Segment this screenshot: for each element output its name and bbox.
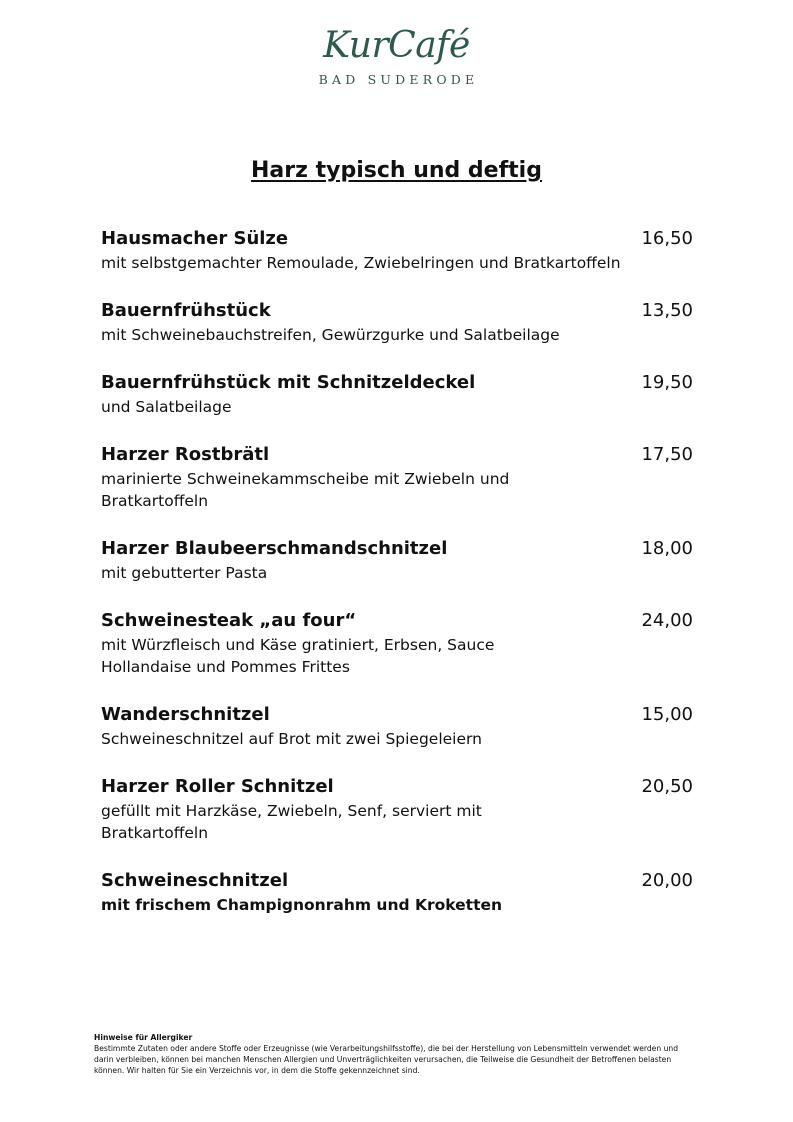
allergy-text: Bestimmte Zutaten oder andere Stoffe oder Erzeugnisse (wie Verarbeitungshilfsstoffe), die bei der Herstellung von Lebensmitteln verwendet werden und darin verbleiben, können bei manchen Menschen Allergien und Unverträglichkeiten verursachen, die Teilweise die Gesundheit der Betroffenen belasten können. Wir halten für Sie ein Verzeichnis vor, in dem die Stoffe gekennzeichnet sind.	[94, 1044, 679, 1075]
item-description: mit selbstgemachter Remoulade, Zwiebelringen und Bratkartoffeln	[101, 254, 621, 272]
item-description: mit Würzfleisch und Käse gratiniert, Erbsen, Sauce Hollandaise und Pommes Frittes	[101, 636, 495, 676]
menu-item	[101, 868, 693, 916]
item-name: Bauernfrühstück	[101, 300, 271, 321]
item-price: 16,50	[641, 228, 693, 249]
menu-item	[101, 608, 693, 678]
menu-list	[101, 226, 693, 940]
item-description: marinierte Schweinekammscheibe mit Zwiebeln und Bratkartoffeln	[101, 470, 510, 510]
item-name: Schweineschnitzel	[101, 870, 289, 891]
item-price: 17,50	[641, 444, 693, 465]
item-name: Schweinesteak „au four“	[101, 610, 357, 631]
item-price: 15,00	[641, 704, 693, 725]
menu-item	[101, 370, 693, 418]
logo-subtitle: BAD SUDERODE	[318, 72, 479, 87]
item-name: Hausmacher Sülze	[101, 228, 289, 249]
menu-item	[101, 702, 693, 750]
item-description: mit Schweinebauchstreifen, Gewürzgurke und Salatbeilage	[101, 326, 560, 344]
item-name: Wanderschnitzel	[101, 704, 270, 725]
item-price: 24,00	[641, 610, 693, 631]
item-name: Harzer Blaubeerschmandschnitzel	[101, 538, 448, 559]
allergy-note	[94, 1032, 694, 1076]
item-price: 19,50	[641, 372, 693, 393]
item-name: Harzer Roller Schnitzel	[101, 776, 334, 797]
item-description: Schweineschnitzel auf Brot mit zwei Spiegeleiern	[101, 730, 482, 748]
item-name: Bauernfrühstück mit Schnitzeldeckel	[101, 372, 476, 393]
item-description: mit frischem Champignonrahm und Kroketten	[101, 896, 503, 914]
item-name: Harzer Rostbrätl	[101, 444, 270, 465]
item-description: mit gebutterter Pasta	[101, 564, 268, 582]
item-price: 20,50	[641, 776, 693, 797]
item-price: 18,00	[641, 538, 693, 559]
page-title: Harz typisch und deftig	[251, 158, 542, 183]
menu-item	[101, 774, 693, 844]
menu-item	[101, 536, 693, 584]
allergy-title: Hinweise für Allergiker	[94, 1033, 193, 1042]
menu-item	[101, 298, 693, 346]
logo-script: KurCafé	[323, 25, 470, 66]
logo	[0, 22, 793, 87]
item-description: und Salatbeilage	[101, 398, 232, 416]
menu-item	[101, 226, 693, 274]
item-price: 13,50	[641, 300, 693, 321]
menu-item	[101, 442, 693, 512]
item-description: gefüllt mit Harzkäse, Zwiebeln, Senf, serviert mit Bratkartoffeln	[101, 802, 482, 842]
item-price: 20,00	[641, 870, 693, 891]
